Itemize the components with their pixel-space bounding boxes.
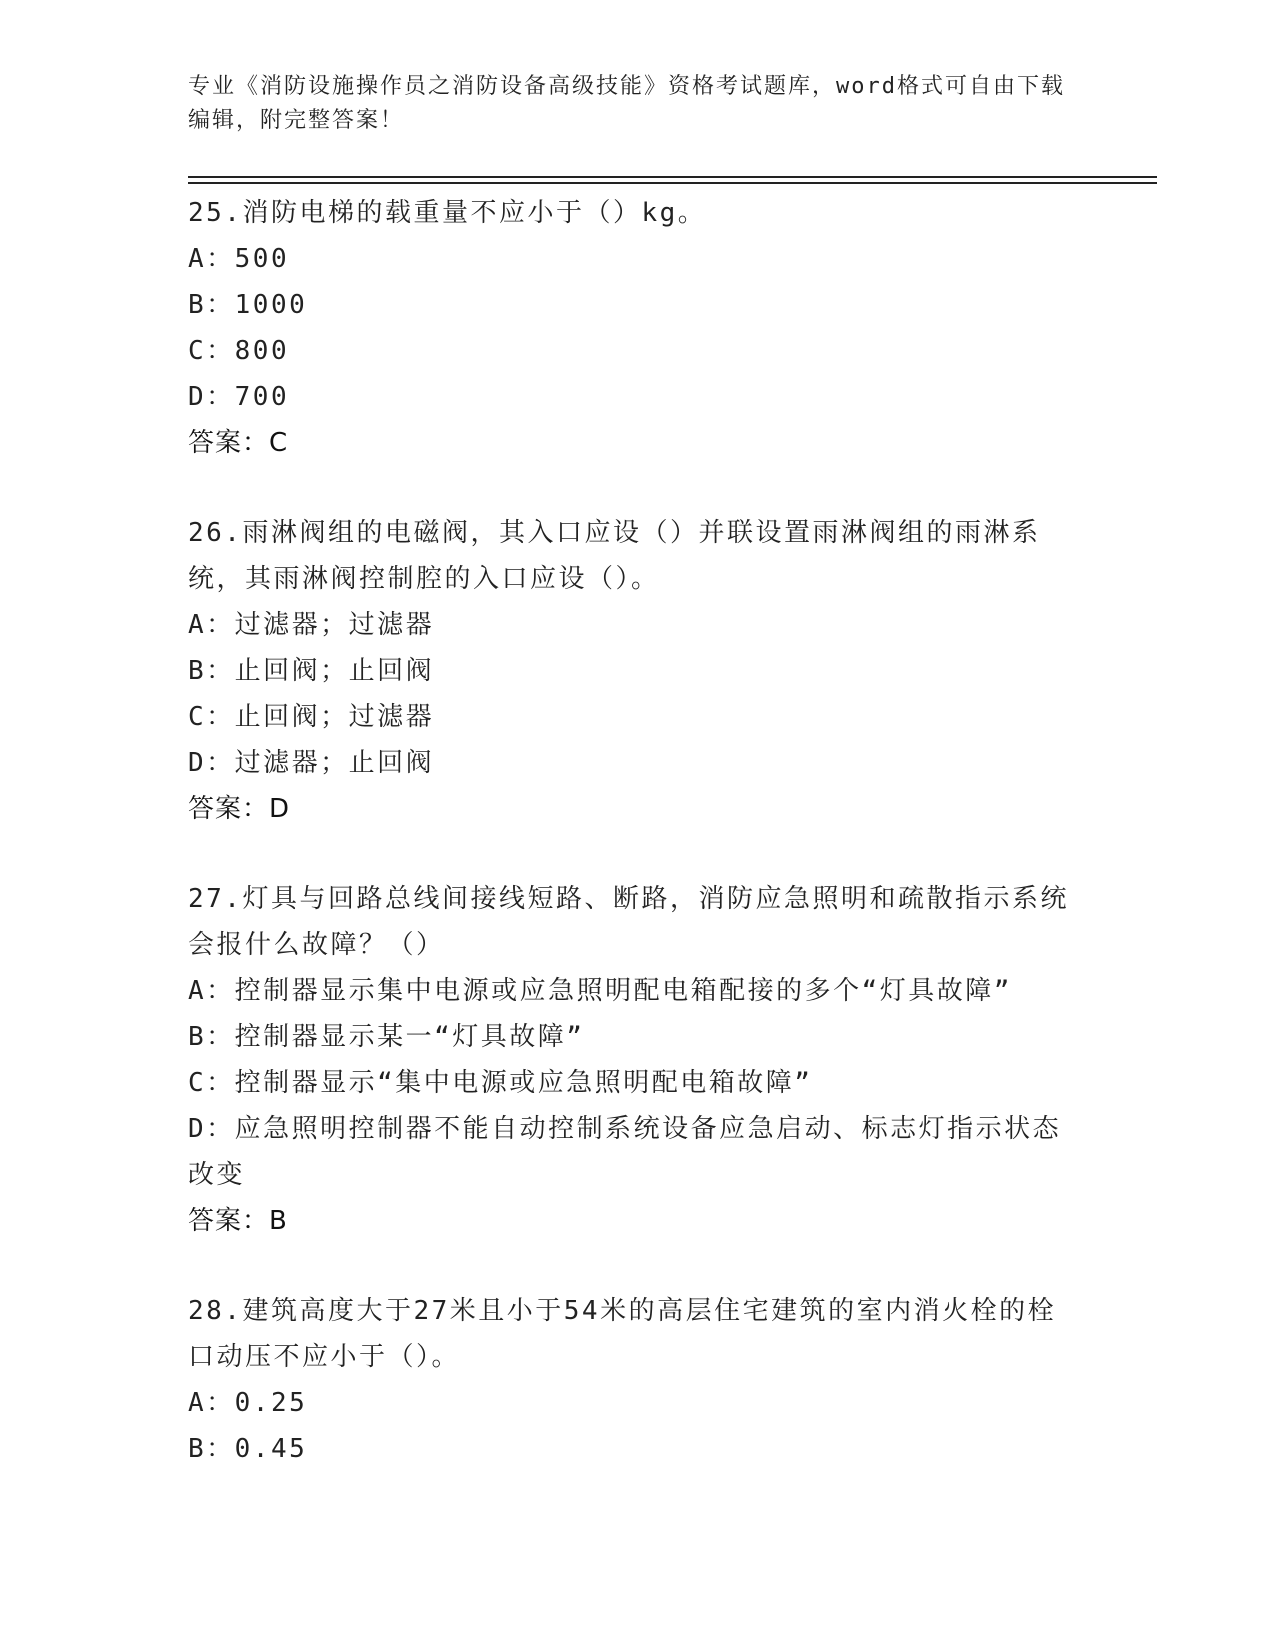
spacer [188, 466, 1088, 510]
answer: 答案：D [188, 794, 291, 824]
document-header: 专业《消防设施操作员之消防设备高级技能》资格考试题库，word格式可自由下载编辑，附完整答案！ [188, 74, 1065, 133]
question-text: 27.灯具与回路总线间接线短路、断路，消防应急照明和疏散指示系统会报什么故障？（） [188, 884, 1069, 960]
question-26 [188, 510, 1088, 832]
option-d: D：过滤器；止回阀 [188, 748, 435, 778]
spacer [188, 1244, 1088, 1288]
header-rule-bottom [188, 182, 1157, 184]
option-a: A：500 [188, 244, 290, 274]
option-a: A：控制器显示集中电源或应急照明配电箱配接的多个“灯具故障” [188, 976, 1012, 1006]
question-25 [188, 190, 1088, 466]
option-b: B：止回阀；止回阀 [188, 656, 435, 686]
option-b: B：0.45 [188, 1434, 308, 1464]
option-a: A：过滤器；过滤器 [188, 610, 435, 640]
answer: 答案：C [188, 428, 289, 458]
question-list [188, 190, 1088, 1472]
question-27 [188, 876, 1088, 1244]
option-c: C：控制器显示“集中电源或应急照明配电箱故障” [188, 1068, 813, 1098]
option-d: D：700 [188, 382, 290, 412]
option-a: A：0.25 [188, 1388, 308, 1418]
question-text: 25.消防电梯的载重量不应小于（）kg。 [188, 198, 707, 228]
option-c: C：止回阀；过滤器 [188, 702, 435, 732]
question-28 [188, 1288, 1088, 1472]
option-c: C：800 [188, 336, 290, 366]
question-text: 26.雨淋阀组的电磁阀，其入口应设（）并联设置雨淋阀组的雨淋系统，其雨淋阀控制腔的入口应设（）。 [188, 518, 1041, 594]
option-b: B：1000 [188, 290, 308, 320]
option-b: B：控制器显示某一“灯具故障” [188, 1022, 585, 1052]
header-rule-top [188, 176, 1157, 178]
option-d: D：应急照明控制器不能自动控制系统设备应急启动、标志灯指示状态改变 [188, 1114, 1062, 1190]
answer: 答案：B [188, 1206, 288, 1236]
spacer [188, 832, 1088, 876]
question-text: 28.建筑高度大于27米且小于54米的高层住宅建筑的室内消火栓的栓口动压不应小于（）。 [188, 1296, 1057, 1372]
